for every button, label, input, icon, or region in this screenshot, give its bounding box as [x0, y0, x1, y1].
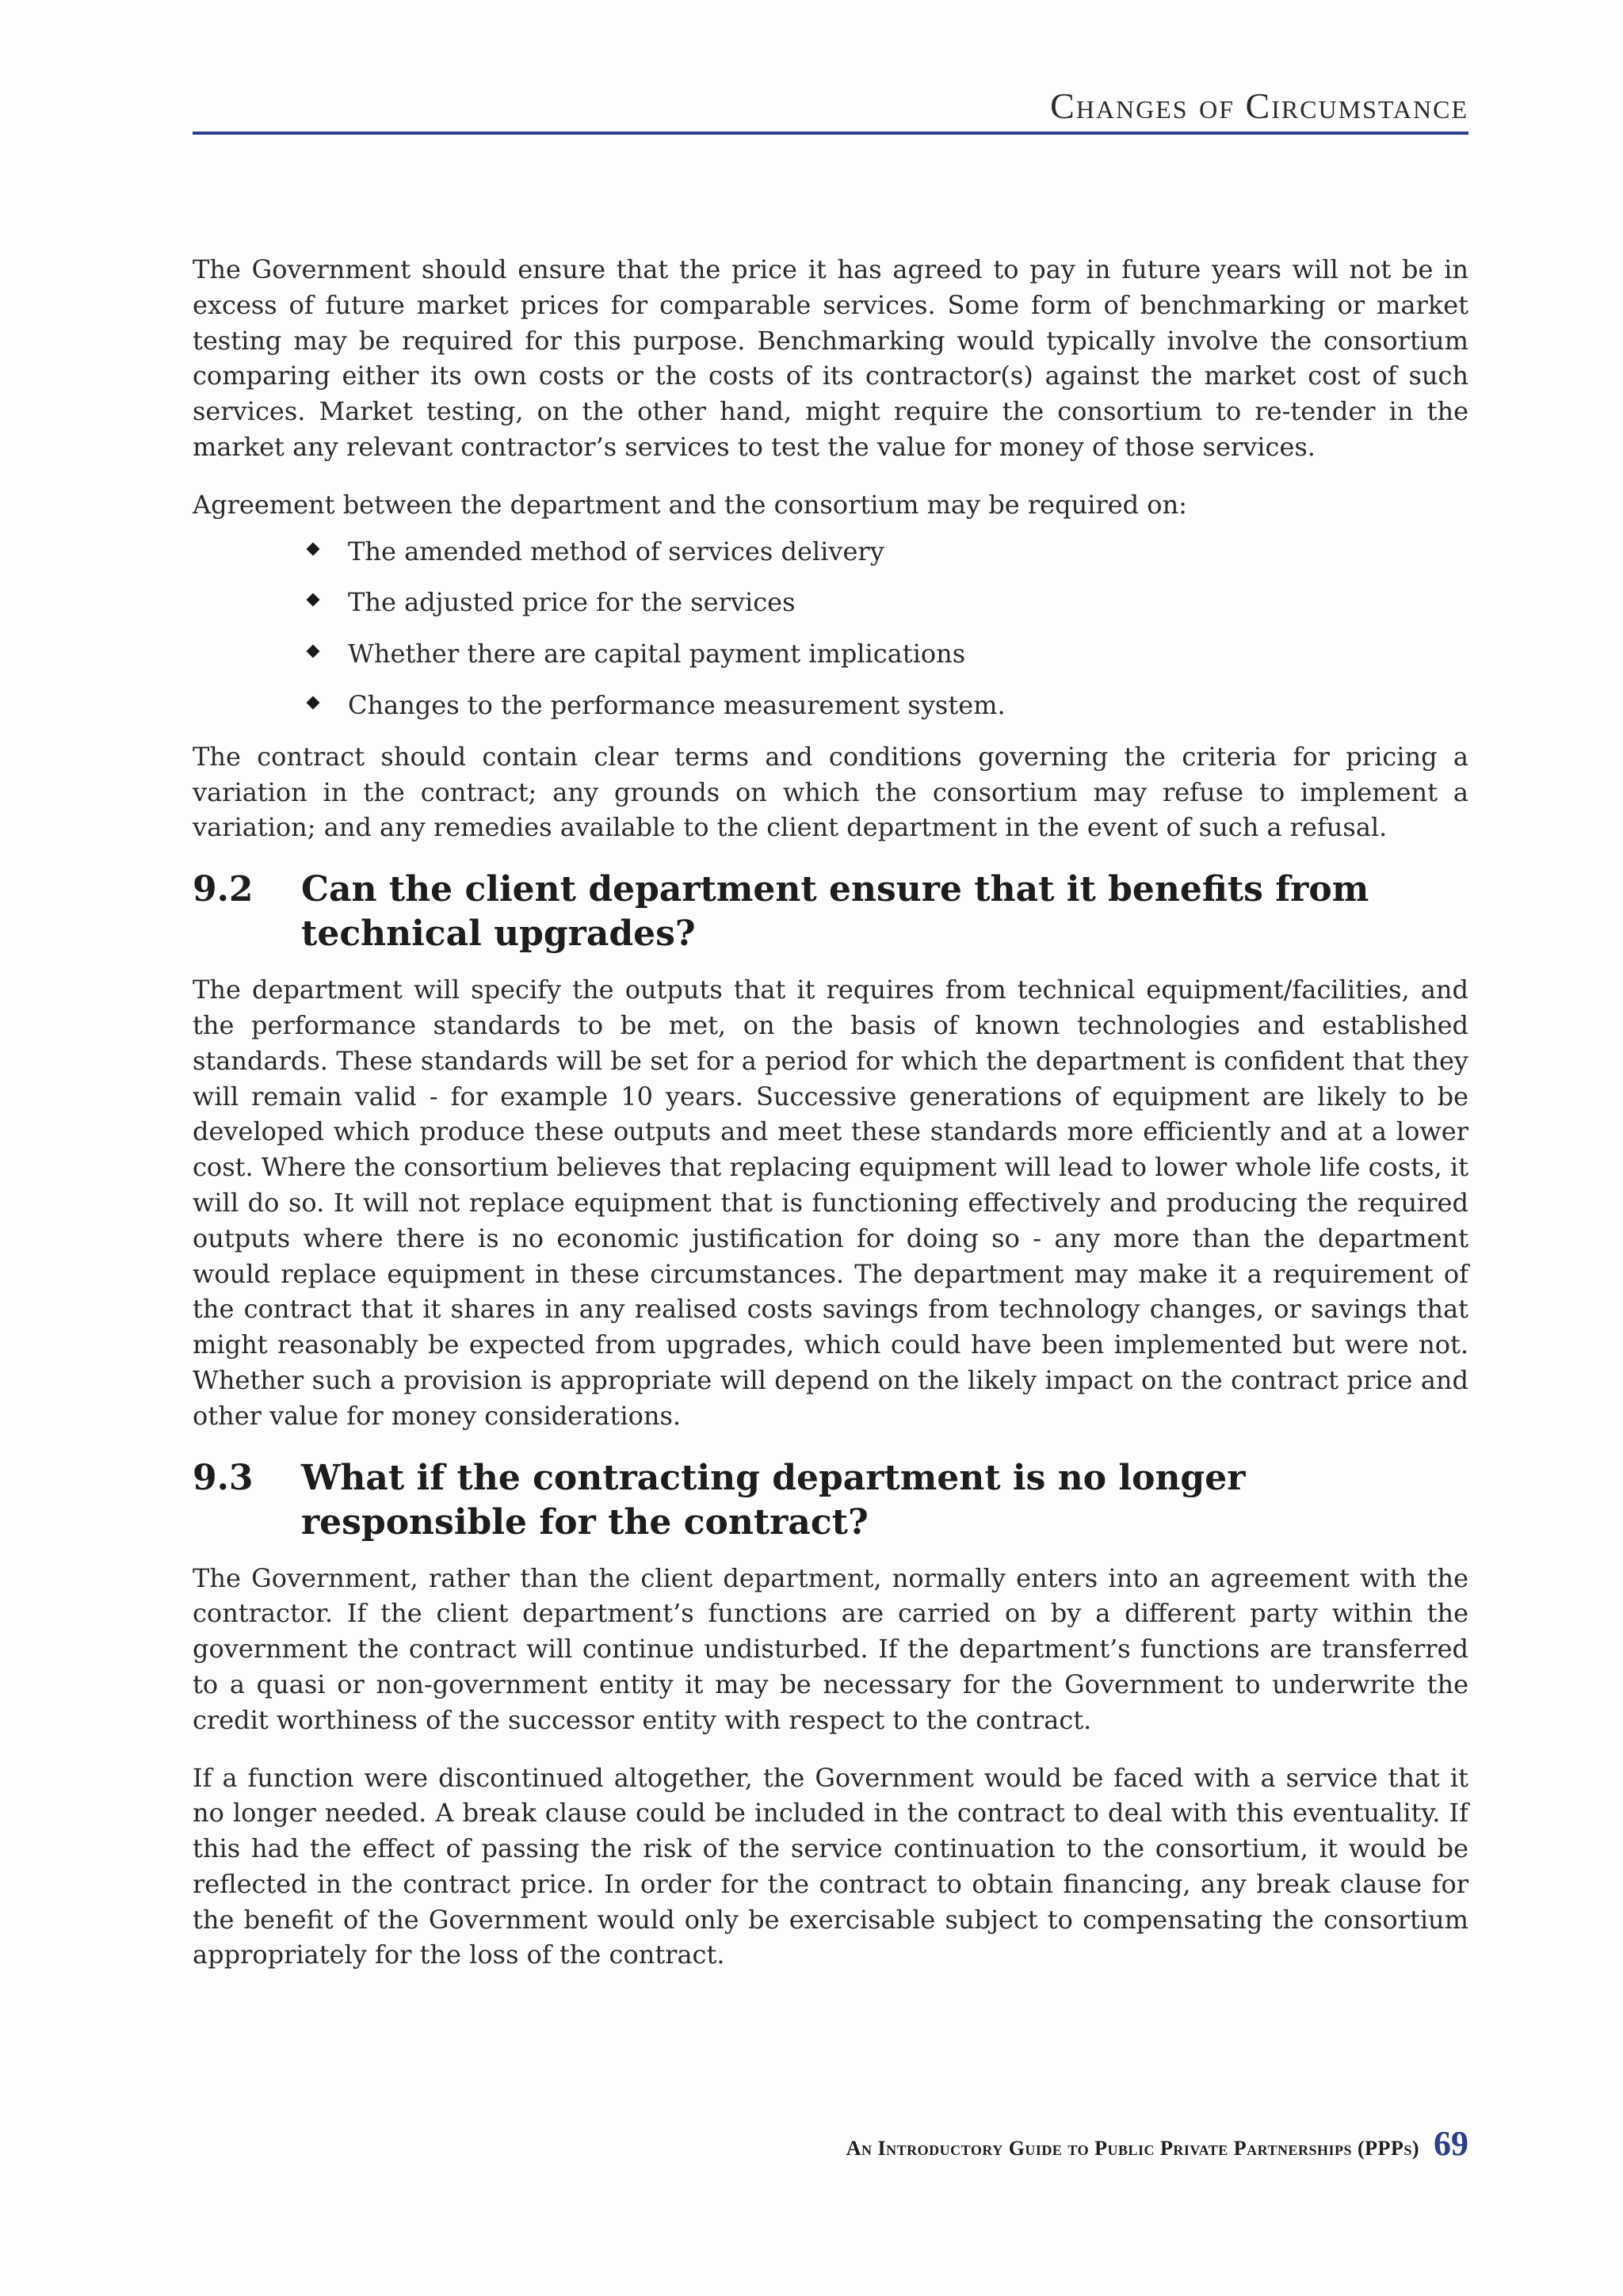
list-item	[304, 636, 1468, 672]
section-title: Can the client department ensure that it benefits from technical upgrades?	[301, 869, 1369, 955]
agreement-bullet-list	[193, 534, 1468, 723]
paragraph-government-agreement: The Government, rather than the client department, normally enters into an agreement with the contractor. If the client department’s functions are carried on by a different party within the government the contract will continue undisturbed. If the department’s functions are transferred to a quasi or non-government entity it may be necessary for the Government to underwrite the credit worthiness of the successor entity with respect to the contract.	[193, 1562, 1468, 1735]
section-number: 9.2	[193, 869, 254, 910]
list-item-text: Whether there are capital payment implications	[348, 639, 966, 669]
page-header	[193, 78, 1468, 135]
running-head-title: Changes of Circumstance	[1050, 86, 1468, 126]
diamond-bullet-icon	[307, 593, 320, 607]
list-item	[304, 534, 1468, 570]
diamond-bullet-icon	[307, 696, 320, 709]
paragraph-contract-terms: The contract should contain clear terms and conditions governing the criteria for pricing a variation in the contract; any grounds on which the consortium may refuse to implement a variation; and any remedies available to the client department in the event of such a refusal.	[193, 741, 1468, 843]
list-item	[304, 688, 1468, 723]
list-item-text: The adjusted price for the services	[348, 587, 796, 618]
paragraph-technical-upgrades: The department will specify the outputs that it requires from technical equipment/facilities, and the performance standards to be met, on the basis of known technologies and established standards. These standards will be set for a period for which the department is confident that they will remain valid - for example 10 years. Successive generations of equipment are likely to be developed which produce these outputs and meet these standards more efficiently and at a lower cost. Where the consortium believes that replacing equipment will lead to lower whole life costs, it will do so. It will not replace equipment that is functioning effectively and producing the required outputs where there is no economic justification for doing so - any more than the department would replace equipment in these circumstances. The department may make it a requirement of the contract that it shares in any realised costs savings from technology changes, or savings that might reasonably be expected from upgrades, which could have been implemented but were not. Whether such a provision is appropriate will depend on the likely impact on the contract price and other value for money considerations.	[193, 974, 1468, 1431]
list-item-text: The amended method of services delivery	[348, 536, 884, 566]
page-number: 69	[1434, 2124, 1468, 2163]
section-heading-9-3	[193, 1456, 1468, 1545]
diamond-bullet-icon	[307, 645, 320, 658]
list-item-text: Changes to the performance measurement system.	[348, 689, 1006, 720]
diamond-bullet-icon	[307, 542, 320, 555]
section-heading-9-2	[193, 868, 1468, 956]
paragraph-benchmarking: The Government should ensure that the price it has agreed to pay in future years will not be in excess of future market prices for comparable services. Some form of benchmarking or market testing may be required for this purpose. Benchmarking would typically involve the consortium comparing either its own costs or the costs of its contractor(s) against the market cost of such services. Market testing, on the other hand, might require the consortium to re-tender in the market any relevant contractor’s services to test the value for money of those services.	[193, 254, 1468, 462]
page-footer	[846, 2123, 1468, 2164]
paragraph-discontinued-function: If a function were discontinued altogether, the Government would be faced with a service that it no longer needed. A break clause could be included in the contract to deal with this eventuality. If this had the effect of passing the risk of the service continuation to the consortium, it would be reflected in the contract price. In order for the contract to obtain financing, any break clause for the benefit of the Government would only be exercisable subject to compensating the consortium appropriately for the loss of the contract.	[193, 1762, 1468, 1970]
paragraph-agreement: Agreement between the department and the consortium may be required on:	[193, 489, 1187, 520]
page-content	[193, 252, 1468, 1995]
section-number: 9.3	[193, 1457, 254, 1498]
section-title: What if the contracting department is no longer responsible for the contract?	[301, 1457, 1246, 1543]
footer-publication-title: An Introductory Guide to Public Private Partnerships (PPPs)	[846, 2137, 1419, 2160]
list-item	[304, 585, 1468, 620]
